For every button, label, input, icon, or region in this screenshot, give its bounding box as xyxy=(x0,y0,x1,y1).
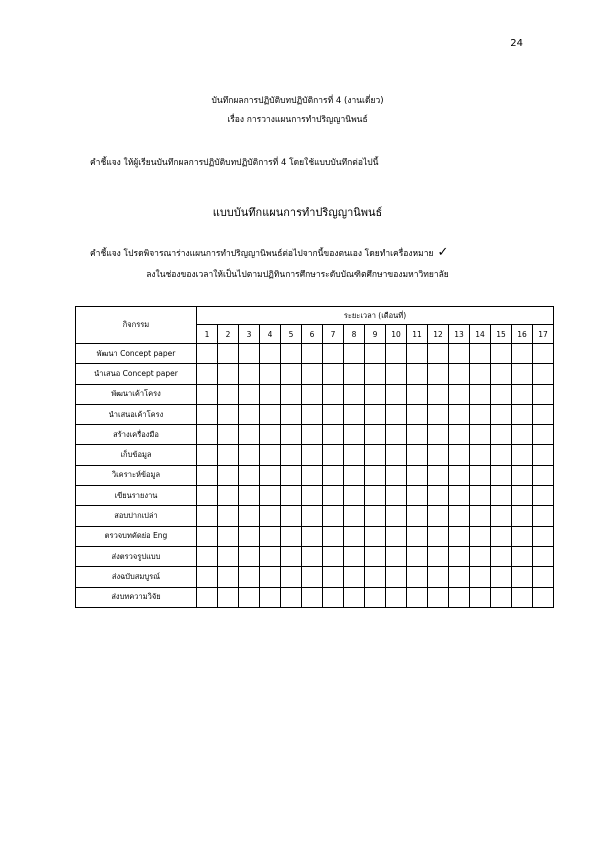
month-check-cell[interactable] xyxy=(323,486,344,506)
month-check-cell[interactable] xyxy=(491,465,512,485)
activity-cell: เขียนรายงาน xyxy=(76,486,197,506)
month-check-cell[interactable] xyxy=(197,506,218,526)
record-heading: บันทึกผลการปฏิบัติบทปฏิบัติการที่ 4 (งานเดี่ยว) xyxy=(211,96,384,106)
month-check-cell[interactable] xyxy=(491,425,512,445)
month-check-cell[interactable] xyxy=(302,445,323,465)
month-check-cell[interactable] xyxy=(323,546,344,566)
month-check-cell[interactable] xyxy=(491,546,512,566)
month-check-cell[interactable] xyxy=(260,465,281,485)
month-check-cell[interactable] xyxy=(428,404,449,424)
month-check-cell[interactable] xyxy=(260,404,281,424)
month-check-cell[interactable] xyxy=(260,425,281,445)
month-header-cell: 12 xyxy=(428,325,449,344)
month-check-cell[interactable] xyxy=(407,465,428,485)
month-check-cell[interactable] xyxy=(197,587,218,607)
month-check-cell[interactable] xyxy=(239,425,260,445)
month-check-cell[interactable] xyxy=(281,445,302,465)
month-check-cell[interactable] xyxy=(407,445,428,465)
month-check-cell[interactable] xyxy=(281,404,302,424)
month-check-cell[interactable] xyxy=(512,486,533,506)
month-check-cell[interactable] xyxy=(512,567,533,587)
table-row xyxy=(76,587,554,607)
month-check-cell[interactable] xyxy=(407,546,428,566)
month-check-cell[interactable] xyxy=(512,364,533,384)
table-row xyxy=(76,404,554,424)
table-row xyxy=(76,526,554,546)
month-check-cell[interactable] xyxy=(386,587,407,607)
month-check-cell[interactable] xyxy=(533,384,554,404)
month-check-cell[interactable] xyxy=(365,465,386,485)
month-check-cell[interactable] xyxy=(260,546,281,566)
activity-cell: นำเสนอเค้าโครง xyxy=(76,404,197,424)
month-check-cell[interactable] xyxy=(281,384,302,404)
month-header-cell: 15 xyxy=(491,325,512,344)
month-check-cell[interactable] xyxy=(449,546,470,566)
month-check-cell[interactable] xyxy=(491,364,512,384)
month-check-cell[interactable] xyxy=(512,344,533,364)
month-check-cell[interactable] xyxy=(449,465,470,485)
month-check-cell[interactable] xyxy=(218,486,239,506)
activity-cell: วิเคราะห์ข้อมูล xyxy=(76,465,197,485)
month-check-cell[interactable] xyxy=(491,384,512,404)
period-header: ระยะเวลา (เดือนที่) xyxy=(197,307,554,325)
month-check-cell[interactable] xyxy=(323,384,344,404)
month-check-cell[interactable] xyxy=(323,526,344,546)
month-check-cell[interactable] xyxy=(302,364,323,384)
month-check-cell[interactable] xyxy=(365,526,386,546)
month-check-cell[interactable] xyxy=(239,567,260,587)
month-check-cell[interactable] xyxy=(491,587,512,607)
month-check-cell[interactable] xyxy=(470,486,491,506)
month-check-cell[interactable] xyxy=(239,546,260,566)
month-check-cell[interactable] xyxy=(428,486,449,506)
month-check-cell[interactable] xyxy=(365,364,386,384)
month-check-cell[interactable] xyxy=(344,506,365,526)
month-check-cell[interactable] xyxy=(533,546,554,566)
month-check-cell[interactable] xyxy=(365,404,386,424)
month-check-cell[interactable] xyxy=(323,506,344,526)
month-check-cell[interactable] xyxy=(302,384,323,404)
month-check-cell[interactable] xyxy=(239,404,260,424)
month-check-cell[interactable] xyxy=(533,404,554,424)
month-check-cell[interactable] xyxy=(512,445,533,465)
month-check-cell[interactable] xyxy=(512,506,533,526)
month-check-cell[interactable] xyxy=(218,587,239,607)
month-check-cell[interactable] xyxy=(512,384,533,404)
month-check-cell[interactable] xyxy=(344,384,365,404)
month-check-cell[interactable] xyxy=(344,344,365,364)
instruction-line-2: ลงในช่องของเวลาให้เป็นไปตามปฏิทินการศึกษาระดับบัณฑิตศึกษาของมหาวิทยาลัย xyxy=(146,270,449,280)
month-check-cell[interactable] xyxy=(218,425,239,445)
activity-cell: สอบปากเปล่า xyxy=(76,506,197,526)
month-check-cell[interactable] xyxy=(302,587,323,607)
month-check-cell[interactable] xyxy=(386,506,407,526)
month-check-cell[interactable] xyxy=(428,465,449,485)
activity-cell: พัฒนา Concept paper xyxy=(76,344,197,364)
month-check-cell[interactable] xyxy=(218,567,239,587)
activity-cell: ส่งตรวจรูปแบบ xyxy=(76,546,197,566)
month-check-cell[interactable] xyxy=(365,506,386,526)
month-check-cell[interactable] xyxy=(302,404,323,424)
month-header-cell: 10 xyxy=(386,325,407,344)
month-check-cell[interactable] xyxy=(470,344,491,364)
month-check-cell[interactable] xyxy=(365,546,386,566)
activity-header: กิจกรรม xyxy=(76,307,197,344)
activity-cell: ส่งฉบับสมบูรณ์ xyxy=(76,567,197,587)
month-check-cell[interactable] xyxy=(449,567,470,587)
month-check-cell[interactable] xyxy=(470,384,491,404)
month-header-cell: 5 xyxy=(281,325,302,344)
month-check-cell[interactable] xyxy=(344,486,365,506)
month-check-cell[interactable] xyxy=(407,364,428,384)
month-check-cell[interactable] xyxy=(218,384,239,404)
month-check-cell[interactable] xyxy=(491,404,512,424)
month-check-cell[interactable] xyxy=(449,364,470,384)
month-header-cell: 17 xyxy=(533,325,554,344)
month-check-cell[interactable] xyxy=(386,384,407,404)
month-check-cell[interactable] xyxy=(512,425,533,445)
form-title: แบบบันทึกแผนการทำปริญญานิพนธ์ xyxy=(212,206,383,219)
month-check-cell[interactable] xyxy=(281,567,302,587)
month-header-cell: 2 xyxy=(218,325,239,344)
month-check-cell[interactable] xyxy=(302,567,323,587)
month-check-cell[interactable] xyxy=(512,404,533,424)
table-row xyxy=(76,364,554,384)
month-check-cell[interactable] xyxy=(386,567,407,587)
month-check-cell[interactable] xyxy=(407,506,428,526)
month-check-cell[interactable] xyxy=(218,364,239,384)
month-check-cell[interactable] xyxy=(302,344,323,364)
month-check-cell[interactable] xyxy=(302,526,323,546)
month-check-cell[interactable] xyxy=(323,445,344,465)
activity-cell: ตรวจบทคัดย่อ Eng xyxy=(76,526,197,546)
month-check-cell[interactable] xyxy=(470,404,491,424)
month-check-cell[interactable] xyxy=(281,364,302,384)
month-check-cell[interactable] xyxy=(428,344,449,364)
month-header-cell: 9 xyxy=(365,325,386,344)
month-check-cell[interactable] xyxy=(323,425,344,445)
month-check-cell[interactable] xyxy=(218,404,239,424)
instruction-text: คำชี้แจง ให้ผู้เรียนบันทึกผลการปฏิบัติบทปฏิบัติการที่ 4 โดยใช้แบบบันทึกต่อไปนี้ xyxy=(90,158,379,168)
month-check-cell[interactable] xyxy=(470,587,491,607)
month-check-cell[interactable] xyxy=(533,465,554,485)
table-row xyxy=(76,344,554,364)
month-check-cell[interactable] xyxy=(197,465,218,485)
month-check-cell[interactable] xyxy=(365,425,386,445)
month-check-cell[interactable] xyxy=(407,486,428,506)
activity-cell: ส่งบทความวิจัย xyxy=(76,587,197,607)
month-check-cell[interactable] xyxy=(386,526,407,546)
month-check-cell[interactable] xyxy=(323,404,344,424)
month-check-cell[interactable] xyxy=(512,465,533,485)
month-check-cell[interactable] xyxy=(491,445,512,465)
month-check-cell[interactable] xyxy=(533,344,554,364)
month-check-cell[interactable] xyxy=(512,546,533,566)
month-check-cell[interactable] xyxy=(407,567,428,587)
month-check-cell[interactable] xyxy=(281,546,302,566)
month-check-cell[interactable] xyxy=(470,465,491,485)
month-check-cell[interactable] xyxy=(407,344,428,364)
month-check-cell[interactable] xyxy=(470,526,491,546)
month-check-cell[interactable] xyxy=(344,364,365,384)
month-check-cell[interactable] xyxy=(491,506,512,526)
activity-cell: สร้างเครื่องมือ xyxy=(76,425,197,445)
record-subject: เรื่อง การวางแผนการทำปริญญานิพนธ์ xyxy=(227,115,368,125)
month-check-cell[interactable] xyxy=(386,344,407,364)
month-check-cell[interactable] xyxy=(239,587,260,607)
month-check-cell[interactable] xyxy=(449,506,470,526)
month-check-cell[interactable] xyxy=(344,526,365,546)
month-check-cell[interactable] xyxy=(218,344,239,364)
month-check-cell[interactable] xyxy=(260,506,281,526)
month-check-cell[interactable] xyxy=(533,364,554,384)
month-check-cell[interactable] xyxy=(428,526,449,546)
month-check-cell[interactable] xyxy=(428,425,449,445)
month-check-cell[interactable] xyxy=(449,404,470,424)
month-check-cell[interactable] xyxy=(323,587,344,607)
month-check-cell[interactable] xyxy=(386,425,407,445)
month-check-cell[interactable] xyxy=(218,445,239,465)
month-check-cell[interactable] xyxy=(302,465,323,485)
month-check-cell[interactable] xyxy=(449,344,470,364)
month-check-cell[interactable] xyxy=(512,526,533,546)
month-check-cell[interactable] xyxy=(323,364,344,384)
month-check-cell[interactable] xyxy=(260,587,281,607)
month-check-cell[interactable] xyxy=(365,445,386,465)
month-check-cell[interactable] xyxy=(344,546,365,566)
month-check-cell[interactable] xyxy=(386,404,407,424)
activity-cell: พัฒนาเค้าโครง xyxy=(76,384,197,404)
month-check-cell[interactable] xyxy=(365,587,386,607)
month-check-cell[interactable] xyxy=(428,587,449,607)
month-check-cell[interactable] xyxy=(281,465,302,485)
month-check-cell[interactable] xyxy=(428,506,449,526)
month-check-cell[interactable] xyxy=(449,445,470,465)
activity-rows xyxy=(76,344,554,608)
month-check-cell[interactable] xyxy=(218,546,239,566)
table-row xyxy=(76,425,554,445)
page-number: 24 xyxy=(510,38,523,49)
month-check-cell[interactable] xyxy=(218,526,239,546)
month-header-cell: 3 xyxy=(239,325,260,344)
month-check-cell[interactable] xyxy=(470,567,491,587)
month-check-cell[interactable] xyxy=(344,404,365,424)
month-check-cell[interactable] xyxy=(302,425,323,445)
month-check-cell[interactable] xyxy=(386,546,407,566)
month-check-cell[interactable] xyxy=(533,445,554,465)
checkmark-icon: ✓ xyxy=(437,245,449,260)
month-check-cell[interactable] xyxy=(239,384,260,404)
month-check-cell[interactable] xyxy=(281,587,302,607)
month-check-cell[interactable] xyxy=(407,587,428,607)
month-check-cell[interactable] xyxy=(449,486,470,506)
month-check-cell[interactable] xyxy=(344,587,365,607)
month-check-cell[interactable] xyxy=(260,526,281,546)
month-check-cell[interactable] xyxy=(428,364,449,384)
month-check-cell[interactable] xyxy=(533,526,554,546)
month-check-cell[interactable] xyxy=(491,526,512,546)
table-row xyxy=(76,465,554,485)
month-check-cell[interactable] xyxy=(470,546,491,566)
month-header-cell: 13 xyxy=(449,325,470,344)
month-check-cell[interactable] xyxy=(491,567,512,587)
month-check-cell[interactable] xyxy=(386,486,407,506)
month-check-cell[interactable] xyxy=(512,587,533,607)
month-header-cell: 8 xyxy=(344,325,365,344)
month-check-cell[interactable] xyxy=(533,425,554,445)
table-row xyxy=(76,384,554,404)
table-row xyxy=(76,445,554,465)
month-header-cell: 11 xyxy=(407,325,428,344)
month-check-cell[interactable] xyxy=(239,465,260,485)
month-check-cell[interactable] xyxy=(197,445,218,465)
month-check-cell[interactable] xyxy=(239,364,260,384)
month-check-cell[interactable] xyxy=(281,425,302,445)
month-check-cell[interactable] xyxy=(407,384,428,404)
month-check-cell[interactable] xyxy=(281,526,302,546)
month-check-cell[interactable] xyxy=(407,404,428,424)
month-check-cell[interactable] xyxy=(260,384,281,404)
month-check-cell[interactable] xyxy=(344,425,365,445)
month-check-cell[interactable] xyxy=(197,546,218,566)
month-check-cell[interactable] xyxy=(218,506,239,526)
month-header-cell: 4 xyxy=(260,325,281,344)
month-check-cell[interactable] xyxy=(239,486,260,506)
month-check-cell[interactable] xyxy=(260,445,281,465)
instruction-text-2 xyxy=(90,245,448,260)
month-check-cell[interactable] xyxy=(260,364,281,384)
month-check-cell[interactable] xyxy=(323,344,344,364)
month-check-cell[interactable] xyxy=(260,486,281,506)
table-row xyxy=(76,486,554,506)
month-check-cell[interactable] xyxy=(218,465,239,485)
month-header-cell: 1 xyxy=(197,325,218,344)
month-check-cell[interactable] xyxy=(344,567,365,587)
month-check-cell[interactable] xyxy=(407,425,428,445)
month-check-cell[interactable] xyxy=(470,506,491,526)
month-check-cell[interactable] xyxy=(197,364,218,384)
month-check-cell[interactable] xyxy=(260,344,281,364)
month-check-cell[interactable] xyxy=(302,506,323,526)
month-check-cell[interactable] xyxy=(386,364,407,384)
month-check-cell[interactable] xyxy=(491,344,512,364)
month-check-cell[interactable] xyxy=(239,445,260,465)
month-check-cell[interactable] xyxy=(302,546,323,566)
month-check-cell[interactable] xyxy=(365,567,386,587)
month-check-cell[interactable] xyxy=(239,344,260,364)
month-check-cell[interactable] xyxy=(407,526,428,546)
instruction-line-1: คำชี้แจง โปรดพิจารณาร่างแผนการทำปริญญานิพนธ์ต่อไปจากนี้ของตนเอง โดยทำเครื่องหมาย xyxy=(90,249,434,259)
month-header-cell: 7 xyxy=(323,325,344,344)
month-check-cell[interactable] xyxy=(239,506,260,526)
month-check-cell[interactable] xyxy=(533,587,554,607)
month-check-cell[interactable] xyxy=(386,465,407,485)
month-check-cell[interactable] xyxy=(449,425,470,445)
month-check-cell[interactable] xyxy=(365,486,386,506)
month-check-cell[interactable] xyxy=(260,567,281,587)
month-check-cell[interactable] xyxy=(428,546,449,566)
activity-cell: นำเสนอ Concept paper xyxy=(76,364,197,384)
month-check-cell[interactable] xyxy=(323,567,344,587)
month-check-cell[interactable] xyxy=(533,567,554,587)
month-check-cell[interactable] xyxy=(344,465,365,485)
month-check-cell[interactable] xyxy=(281,506,302,526)
month-check-cell[interactable] xyxy=(197,567,218,587)
month-check-cell[interactable] xyxy=(365,384,386,404)
month-check-cell[interactable] xyxy=(197,526,218,546)
month-check-cell[interactable] xyxy=(239,526,260,546)
activity-cell: เก็บข้อมูล xyxy=(76,445,197,465)
month-check-cell[interactable] xyxy=(302,486,323,506)
table-row xyxy=(76,546,554,566)
month-check-cell[interactable] xyxy=(197,404,218,424)
month-check-cell[interactable] xyxy=(281,486,302,506)
month-check-cell[interactable] xyxy=(470,364,491,384)
month-check-cell[interactable] xyxy=(491,486,512,506)
month-check-cell[interactable] xyxy=(365,344,386,364)
month-check-cell[interactable] xyxy=(470,445,491,465)
month-check-cell[interactable] xyxy=(197,344,218,364)
month-check-cell[interactable] xyxy=(449,587,470,607)
month-check-cell[interactable] xyxy=(449,384,470,404)
month-check-cell[interactable] xyxy=(428,384,449,404)
month-check-cell[interactable] xyxy=(197,486,218,506)
month-check-cell[interactable] xyxy=(533,506,554,526)
month-check-cell[interactable] xyxy=(323,465,344,485)
month-check-cell[interactable] xyxy=(533,486,554,506)
month-header-cell: 16 xyxy=(512,325,533,344)
month-check-cell[interactable] xyxy=(470,425,491,445)
month-header-cell: 14 xyxy=(470,325,491,344)
month-check-cell[interactable] xyxy=(386,445,407,465)
month-check-cell[interactable] xyxy=(281,344,302,364)
month-check-cell[interactable] xyxy=(449,526,470,546)
month-check-cell[interactable] xyxy=(197,425,218,445)
month-check-cell[interactable] xyxy=(344,445,365,465)
table-row xyxy=(76,567,554,587)
schedule-table xyxy=(75,306,554,608)
table-row xyxy=(76,506,554,526)
month-header-cell: 6 xyxy=(302,325,323,344)
month-check-cell[interactable] xyxy=(428,567,449,587)
month-check-cell[interactable] xyxy=(197,384,218,404)
month-check-cell[interactable] xyxy=(428,445,449,465)
